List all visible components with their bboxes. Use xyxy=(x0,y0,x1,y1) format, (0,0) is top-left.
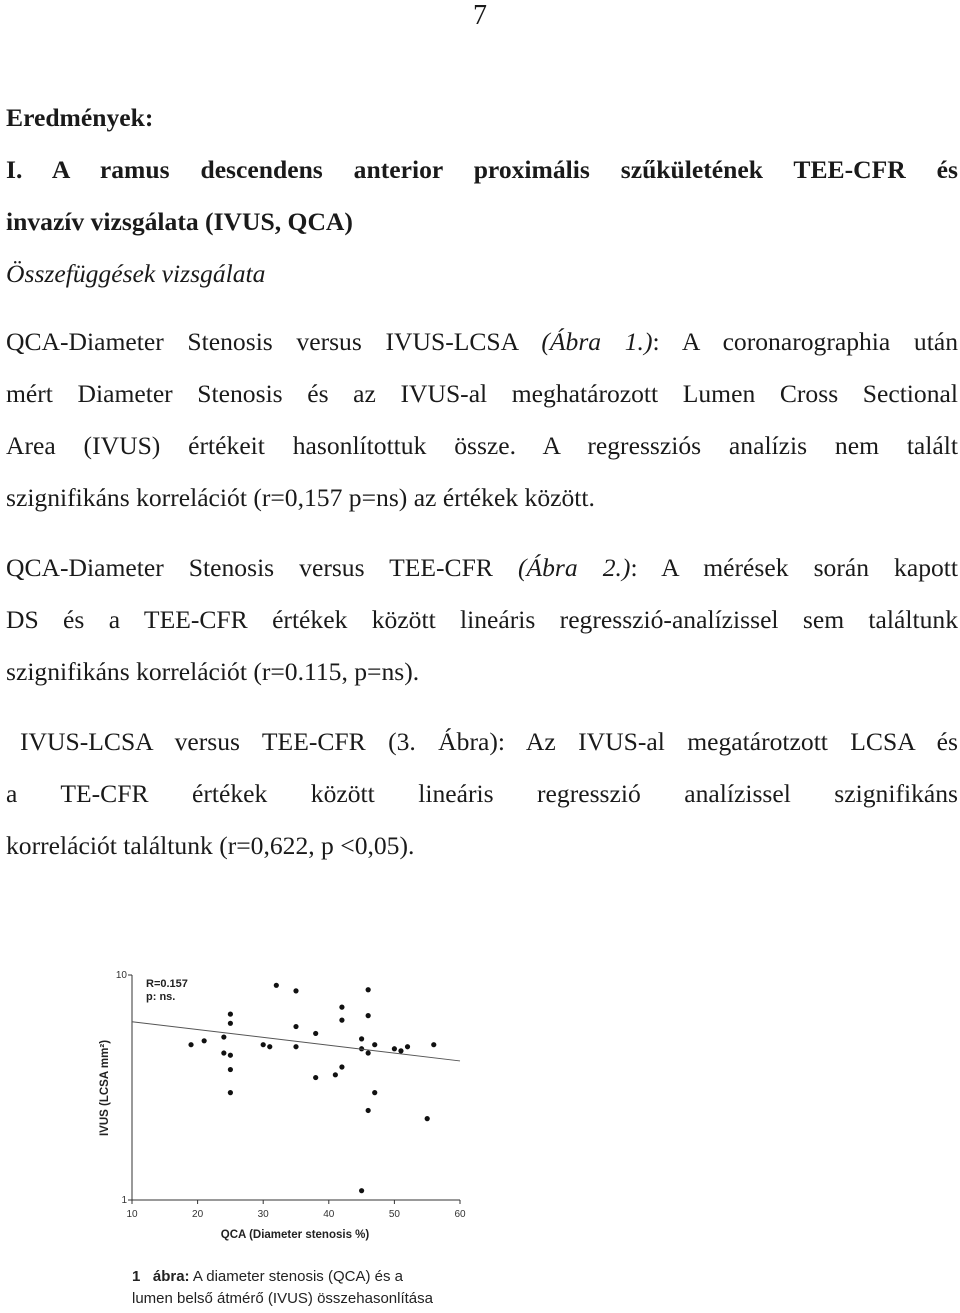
data-point xyxy=(425,1116,430,1121)
para1-line4: szignifikáns korrelációt (r=0,157 p=ns) az értékek között. xyxy=(6,483,595,512)
data-point xyxy=(366,1050,371,1055)
para1-line3: Area (IVUS) értékeit hasonlítottuk össze. A regressziós analízis nem talált xyxy=(6,431,958,460)
results-heading: Eredmények: xyxy=(6,103,154,132)
para3-line3: korrelációt találtunk (r=0,622, p <0,05). xyxy=(6,831,415,860)
data-point xyxy=(188,1042,193,1047)
para1-line1-rest: : A coronarographia után xyxy=(652,327,958,356)
data-point xyxy=(339,1064,344,1069)
para3-line2: a TE-CFR értékek között lineáris regresszió analízissel szignifikáns xyxy=(6,779,958,808)
data-point xyxy=(313,1031,318,1036)
data-point xyxy=(267,1044,272,1049)
section-title-line1: I. A ramus descendens anterior proximális szűkületének TEE-CFR és xyxy=(6,155,958,184)
page-number: 7 xyxy=(473,0,487,31)
data-point xyxy=(261,1042,266,1047)
data-point xyxy=(372,1090,377,1095)
y-axis-label: IVUS (LCSA mm²) xyxy=(99,1039,111,1137)
data-point xyxy=(202,1038,207,1043)
annotation-r: R=0.157 xyxy=(146,978,188,990)
para2-label: QCA-Diameter Stenosis versus TEE-CFR xyxy=(6,553,518,582)
x-tick-label: 10 xyxy=(126,1209,138,1220)
para2-line2: DS és a TEE-CFR értékek között lineáris regresszió-analízissel sem találtunk xyxy=(6,605,958,634)
para2-line1 xyxy=(6,553,958,583)
x-tick-label: 30 xyxy=(257,1209,269,1220)
data-point xyxy=(333,1072,338,1077)
data-point xyxy=(398,1048,403,1053)
x-axis-label: QCA (Diameter stenosis %) xyxy=(220,1229,370,1241)
data-point xyxy=(366,1013,371,1018)
data-point xyxy=(228,1090,233,1095)
y-tick-label: 1 xyxy=(121,1195,127,1206)
chart-axes xyxy=(132,975,460,1200)
para2-line3: szignifikáns korrelációt (r=0.115, p=ns). xyxy=(6,657,420,686)
figure-caption xyxy=(132,1266,532,1310)
figure-1 xyxy=(90,955,490,1250)
data-point xyxy=(228,1067,233,1072)
scatter-chart xyxy=(90,955,490,1245)
para3-line1: IVUS-LCSA versus TEE-CFR (3. Ábra): Az IVUS-al megatárotzott LCSA és xyxy=(20,727,958,756)
section-title-line2: invazív vizsgálata (IVUS, QCA) xyxy=(6,207,353,236)
data-point xyxy=(339,1018,344,1023)
data-point xyxy=(313,1075,318,1080)
data-point xyxy=(293,1044,298,1049)
data-point xyxy=(293,1024,298,1029)
data-point xyxy=(359,1188,364,1193)
para2-line1-rest: : A mérések során kapott xyxy=(630,553,959,582)
data-point xyxy=(339,1005,344,1010)
data-point xyxy=(359,1036,364,1041)
x-tick-label: 60 xyxy=(454,1209,466,1220)
data-point xyxy=(228,1012,233,1017)
caption-line1-rest: A diameter stenosis (QCA) és a xyxy=(189,1268,403,1285)
data-point xyxy=(274,983,279,988)
data-point xyxy=(366,1108,371,1113)
caption-number: 1 xyxy=(132,1268,141,1285)
data-point xyxy=(372,1042,377,1047)
data-point xyxy=(221,1050,226,1055)
para1-line1 xyxy=(6,327,958,357)
para1-label: QCA-Diameter Stenosis versus IVUS-LCSA xyxy=(6,327,542,356)
para2-figure-ref: (Ábra 2.) xyxy=(517,553,631,582)
x-tick-label: 20 xyxy=(192,1209,204,1220)
data-point xyxy=(228,1021,233,1026)
section-subtitle: Összefüggések vizsgálata xyxy=(6,259,266,288)
annotation-p: p: ns. xyxy=(146,991,176,1003)
data-point xyxy=(228,1053,233,1058)
data-point xyxy=(431,1042,436,1047)
data-point xyxy=(366,987,371,992)
chart-ticks xyxy=(116,970,466,1220)
data-point xyxy=(293,988,298,993)
para1-figure-ref: (Ábra 1.) xyxy=(541,327,653,356)
y-tick-label: 10 xyxy=(115,970,127,981)
data-point xyxy=(405,1044,410,1049)
caption-label: ábra: xyxy=(152,1268,190,1285)
para1-line2: mért Diameter Stenosis és az IVUS-al meghatározott Lumen Cross Sectional xyxy=(6,379,958,408)
data-point xyxy=(392,1046,397,1051)
caption-line2: lumen belső átmérő (IVUS) összehasonlítása xyxy=(132,1290,433,1307)
x-tick-label: 50 xyxy=(388,1209,400,1220)
chart-points xyxy=(188,983,436,1194)
caption-line1 xyxy=(132,1266,532,1288)
data-point xyxy=(221,1034,226,1039)
x-tick-label: 40 xyxy=(323,1209,335,1220)
